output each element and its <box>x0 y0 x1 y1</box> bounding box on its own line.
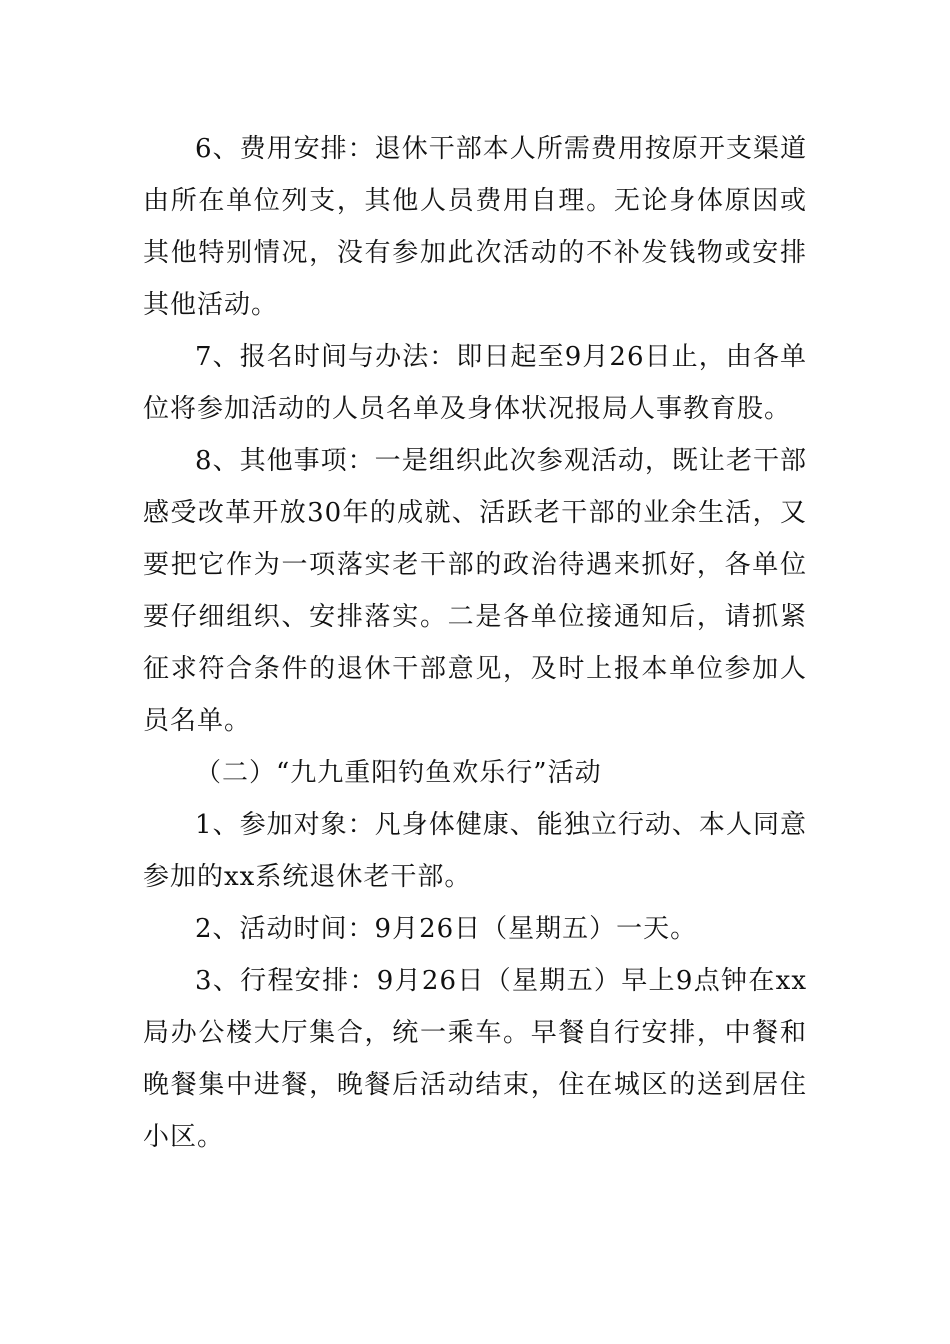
paragraph-other-matters: 8、其他事项：一是组织此次参观活动，既让老干部感受改革开放30年的成就、活跃老干部的业余生活，又要把它作为一项落实老干部的政治待遇来抓好，各单位要仔细组织、安排落实。二是各单位接通知后，请抓紧征求符合条件的退休干部意见，及时上报本单位参加人员名单。 <box>143 446 807 736</box>
paragraph-fee-arrangement: 6、费用安排：退休干部本人所需费用按原开支渠道由所在单位列支，其他人员费用自理。无论身体原因或其他特别情况，没有参加此次活动的不补发钱物或安排其他活动。 <box>143 134 807 320</box>
paragraph-activity-time: 2、活动时间：9月26日（星期五）一天。 <box>195 914 698 944</box>
paragraph-itinerary: 3、行程安排：9月26日（星期五）早上9点钟在xx局办公楼大厅集合，统一乘车。早餐自行安排，中餐和晚餐集中进餐，晚餐后活动结束，住在城区的送到居住小区。 <box>143 966 807 1152</box>
paragraph-participants: 1、参加对象：凡身体健康、能独立行动、本人同意参加的xx系统退休老干部。 <box>143 810 807 892</box>
paragraph-registration: 7、报名时间与办法：即日起至9月26日止，由各单位将参加活动的人员名单及身体状况报局人事教育股。 <box>143 342 807 424</box>
section-heading-fishing-activity: （二）“九九重阳钓鱼欢乐行”活动 <box>195 758 602 788</box>
document-body <box>143 123 807 1163</box>
